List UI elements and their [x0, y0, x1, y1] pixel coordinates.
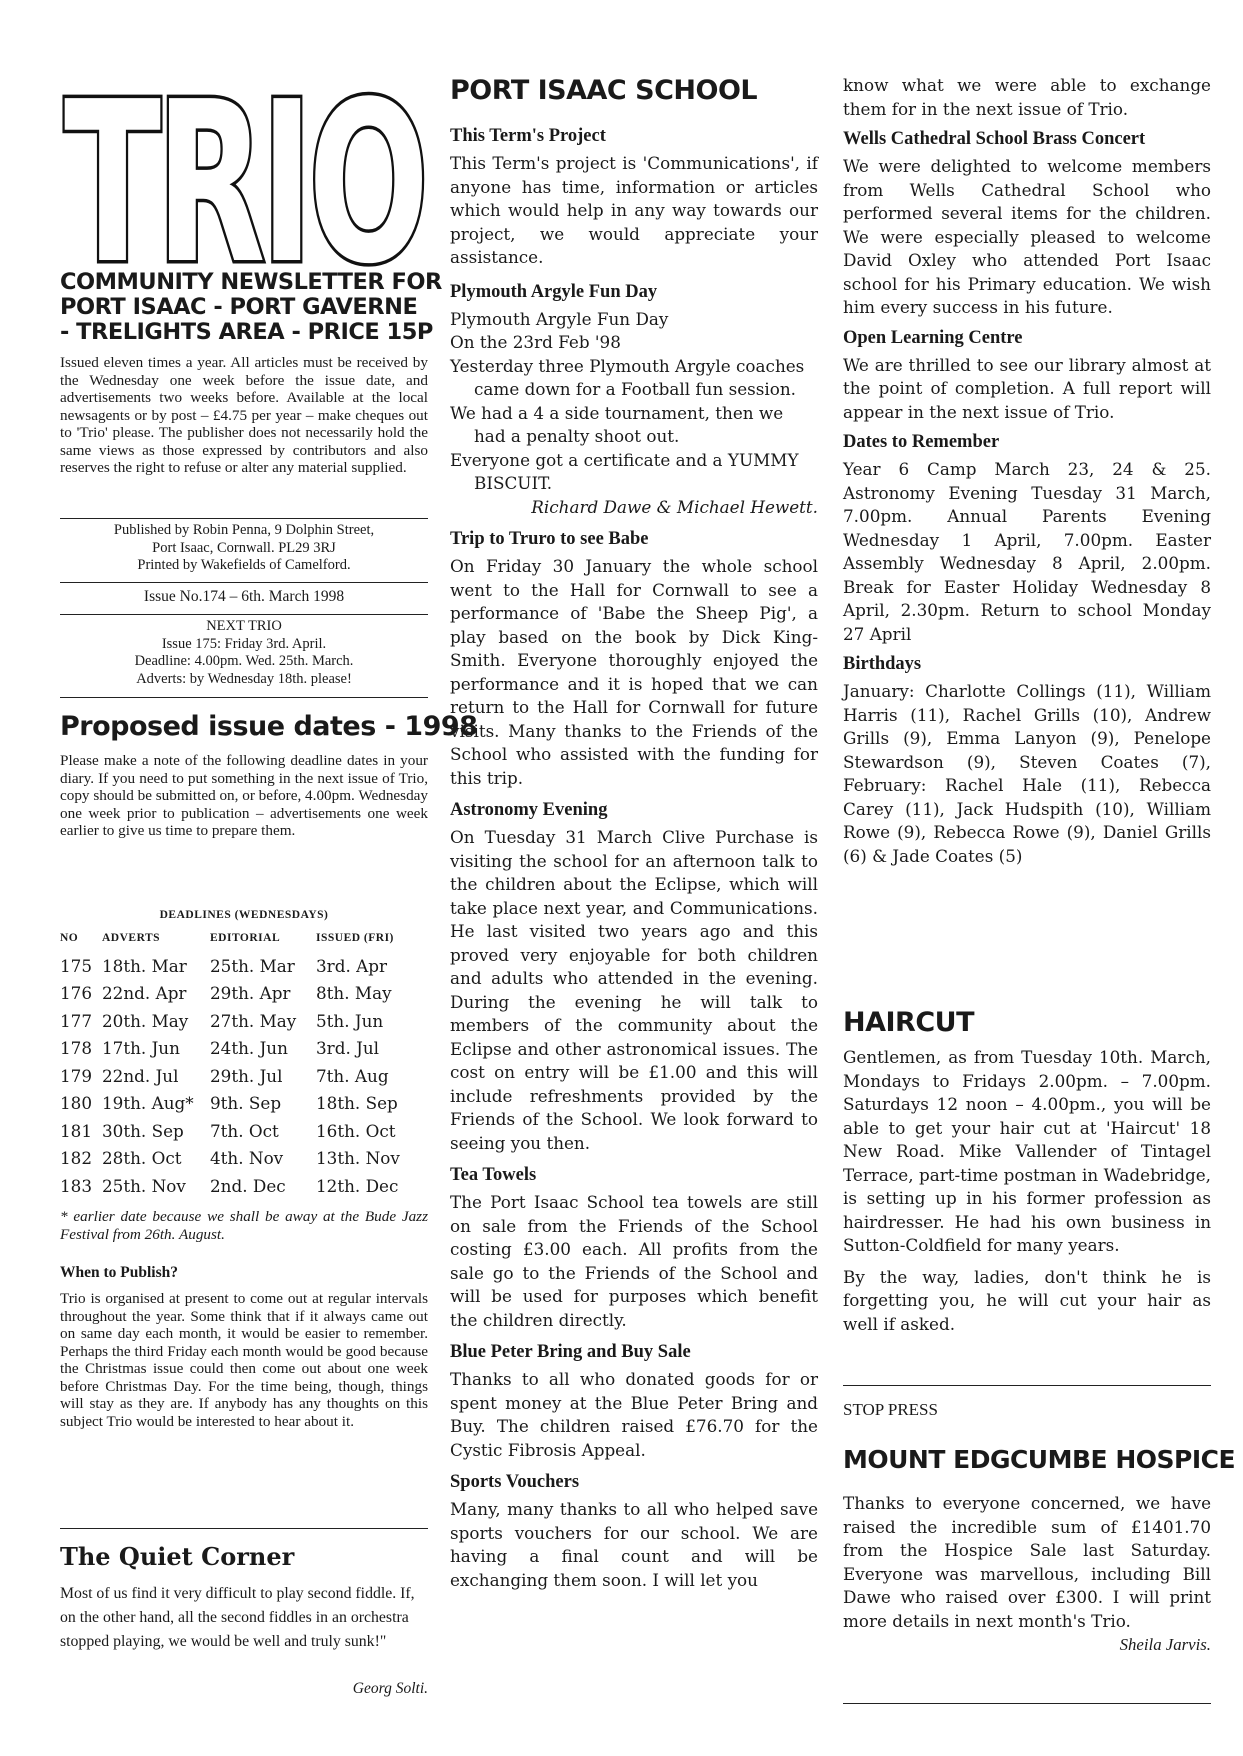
bluepeter-section	[450, 1340, 818, 1462]
cell-no: 182	[60, 1148, 93, 1169]
quiet-corner-title: The Quiet Corner	[60, 1542, 295, 1571]
table-row	[60, 1062, 420, 1090]
next-trio-line-3: Deadline: 4.00pm. Wed. 25th. March.	[134, 653, 354, 669]
haircut-body-1: Gentlemen, as from Tuesday 10th. March, Mondays to Fridays 2.00pm. – 7.00pm. Saturdays 12 noon – 4.00pm., you will be able to get your hair cut at 'Haircut' 18 New Road. Mike Vallender of Tintagel Terrace, part-time postman in Wadebridge, is setting up in his former profession as hairdresser. He had his own business in Sutton-Coldfield for many years.	[843, 1047, 1211, 1255]
cell-no: 179	[60, 1065, 93, 1086]
cell-adverts: 25th. Nov	[102, 1175, 186, 1196]
astronomy-body: On Tuesday 31 March Clive Purchase is visiting the school for an afternoon talk to the children about the Eclipse, which will take place next year, and Communications. He last visited two years ago and this proved very enjoyable for both children and adults who attended in the evening. During the evening he will talk to members of the community about the Eclipse and other astronomical issues. The cost on entry will be £1.00 and this will include refreshments provided by the Friends of the School. We look forward to seeing you then.	[450, 827, 818, 1153]
vouchers-body: Many, many thanks to all who helped save sports vouchers for our school. We are having a final count and will be exchanging them soon. I will let you	[450, 1499, 818, 1590]
masthead-line-1: COMMUNITY NEWSLETTER FOR	[60, 269, 442, 295]
stop-press-label: STOP PRESS	[843, 1400, 938, 1419]
argyle-line-1: Plymouth Argyle Fun Day	[450, 308, 669, 329]
divider	[60, 518, 428, 519]
cell-issued: 5th. Jun	[316, 1010, 384, 1031]
table-row	[60, 1172, 420, 1200]
bluepeter-title: Blue Peter Bring and Buy Sale	[450, 1342, 691, 1362]
cell-editorial: 29th. Jul	[210, 1065, 283, 1086]
argyle-section	[450, 280, 818, 520]
masthead-subtitle	[60, 269, 442, 345]
astronomy-section	[450, 798, 818, 1155]
wells-title: Wells Cathedral School Brass Concert	[843, 129, 1146, 149]
hospice-body: Thanks to everyone concerned, we have raised the incredible sum of £1401.70 from the Hospice Sale last Saturday. Everyone was marvellous, including Bill Dawe who raised over £300. I will print more details in next month's Trio.	[843, 1493, 1211, 1631]
deadlines-header-row	[60, 932, 420, 952]
cell-adverts: 19th. Aug*	[102, 1093, 194, 1114]
trio-logo	[60, 62, 428, 272]
deadlines-table	[60, 932, 420, 1200]
deadlines-caption: DEADLINES (WEDNESDAYS)	[159, 909, 329, 921]
next-trio	[60, 618, 428, 688]
table-row	[60, 1145, 420, 1173]
proposed-dates-title: Proposed issue dates - 1998	[60, 711, 478, 742]
project-body: This Term's project is 'Communications', if anyone has time, information or articles which would help in any way towards our project, we would appreciate your assistance.	[450, 153, 818, 267]
cell-editorial: 9th. Sep	[210, 1093, 282, 1114]
divider	[843, 1385, 1211, 1386]
quiet-corner-author: Georg Solti.	[352, 1680, 428, 1697]
hospice-section	[843, 1492, 1211, 1657]
towels-section	[450, 1163, 818, 1332]
table-row	[60, 952, 420, 980]
wells-body: We were delighted to welcome members from Wells Cathedral School who performed several items for the children. We were especially pleased to welcome David Oxley who attended Port Isaac school for his Primary education. We wish him every success in his future.	[843, 156, 1211, 317]
next-trio-line-4: Adverts: by Wednesday 18th. please!	[136, 670, 352, 687]
masthead-blurb: Issued eleven times a year. All articles must be received by the Wednesday one week before the issue date, and advertisements two weeks before. Available at the local newsagents or by post – £4.75 per year – make cheques out to 'Trio' please. The publisher does not necessarily hold the same views as those expressed by contributors and also reserves the right to refuse or alter any material supplied.	[60, 354, 428, 476]
project-title: This Term's Project	[450, 126, 606, 146]
cell-issued: 13th. Nov	[316, 1148, 400, 1169]
cell-issued: 16th. Oct	[316, 1120, 396, 1141]
cell-editorial: 27th. May	[210, 1010, 297, 1031]
cell-adverts: 28th. Oct	[102, 1148, 182, 1169]
when-to-publish-title: When to Publish?	[60, 1264, 179, 1281]
issue-number: Issue No.174 – 6th. March 1998	[143, 588, 345, 605]
argyle-line-3: Yesterday three Plymouth Argyle coaches came down for a Football fun session.	[450, 355, 805, 399]
cell-issued: 3rd. Apr	[316, 955, 387, 976]
astronomy-title: Astronomy Evening	[450, 800, 608, 820]
school-articles	[450, 124, 818, 1592]
hospice-title: MOUNT EDGCUMBE HOSPICE	[843, 1445, 1236, 1474]
publisher-info	[60, 522, 428, 575]
learning-body: We are thrilled to see our library almost at the point of completion. A full report will appear in the next issue of Trio.	[843, 354, 1211, 422]
cell-editorial: 7th. Oct	[210, 1120, 279, 1141]
divider	[60, 697, 428, 698]
towels-title: Tea Towels	[450, 1165, 537, 1185]
publisher-line-3: Printed by Wakefields of Camelford.	[137, 557, 351, 573]
dates-title: Dates to Remember	[843, 432, 1000, 452]
header-editorial: EDITORIAL	[210, 932, 281, 944]
cell-editorial: 24th. Jun	[210, 1038, 288, 1059]
argyle-line-5: Everyone got a certificate and a YUMMY BISCUIT.	[450, 449, 799, 493]
publisher-line-1: Published by Robin Penna, 9 Dolphin Street,	[113, 522, 375, 538]
project-section	[450, 124, 818, 270]
argyle-author: Richard Dawe & Michael Hewett.	[531, 496, 818, 517]
divider	[843, 1703, 1211, 1704]
continued-text: know what we were able to exchange them for in the next issue of Trio.	[843, 75, 1211, 119]
cell-adverts: 18th. Mar	[102, 955, 187, 976]
header-issued: ISSUED (FRI)	[316, 932, 394, 944]
argyle-line-4: We had a 4 a side tournament, then we had a penalty shoot out.	[450, 402, 784, 446]
cell-issued: 12th. Dec	[316, 1175, 399, 1196]
table-row	[60, 980, 420, 1008]
proposed-dates-intro: Please make a note of the following deadline dates in your diary. If you need to put something in the next issue of Trio, copy should be submitted on, or before, 4.00pm. Wednesday one week prior to publication – advertisements one week earlier to give us time to prepare them.	[60, 752, 428, 839]
towels-body: The Port Isaac School tea towels are still on sale from the Friends of the School costing £3.00 each. All profits from the sale go to the Friends of the School and will be used for purposes which benefit the children directly.	[450, 1192, 818, 1330]
cell-adverts: 22nd. Jul	[102, 1065, 179, 1086]
cell-adverts: 30th. Sep	[102, 1120, 184, 1141]
birthdays-section	[843, 652, 1211, 868]
cell-editorial: 4th. Nov	[210, 1148, 284, 1169]
dates-section	[843, 430, 1211, 646]
cell-issued: 3rd. Jul	[316, 1038, 380, 1059]
school-title: PORT ISAAC SCHOOL	[450, 75, 758, 106]
cell-editorial: 29th. Apr	[210, 983, 291, 1004]
truro-title: Trip to Truro to see Babe	[450, 529, 649, 549]
header-adverts: ADVERTS	[102, 932, 161, 944]
learning-title: Open Learning Centre	[843, 327, 1023, 348]
cell-no: 175	[60, 955, 93, 976]
wells-section	[843, 127, 1211, 320]
cell-no: 177	[60, 1010, 93, 1031]
vouchers-section	[450, 1470, 818, 1592]
header-no: NO	[60, 932, 79, 944]
cell-issued: 7th. Aug	[316, 1065, 389, 1086]
quiet-corner-body: Most of us find it very difficult to play second fiddle. If, on the other hand, all the second fiddles in an orchestra stopped playing, we would be well and truly sunk!"	[60, 1585, 415, 1650]
haircut-title: HAIRCUT	[843, 1007, 974, 1038]
right-articles	[843, 74, 1211, 868]
truro-section	[450, 527, 818, 790]
publisher-line-2: Port Isaac, Cornwall. PL29 3RJ	[152, 539, 336, 556]
birthdays-body: January: Charlotte Collings (11), William Harris (11), Rachel Grills (10), Andrew Grills (9), Emma Lanyon (9), Penelope Stewardson (9), Steven Coates (7), February: Rachel Hale (11), Rebecca Carey (11), Jack Hudspith (10), William Rowe (9), Rebecca Rowe (9), Daniel Grills (6) & Jade Coates (5)	[843, 681, 1211, 866]
divider	[60, 614, 428, 615]
cell-adverts: 22nd. Apr	[102, 983, 187, 1004]
haircut-body-2: By the way, ladies, don't think he is forgetting you, he will cut your hair as well if asked.	[843, 1266, 1211, 1334]
table-row	[60, 1090, 420, 1118]
haircut-section	[843, 1046, 1211, 1336]
cell-no: 176	[60, 983, 93, 1004]
truro-body: On Friday 30 January the whole school went to the Hall for Cornwall to see a performance of 'Babe the Sheep Pig', a play based on the book by Dick King-Smith. Everyone thoroughly enjoyed the performance and it is hoped that we can return to the Hall for Cornwall for future visits. Many thanks to the Friends of the School who assisted with the funding for this trip.	[450, 556, 818, 788]
dates-body: Year 6 Camp March 23, 24 & 25. Astronomy Evening Tuesday 31 March, 7.00pm. Annual Parents Evening Wednesday 1 April, 7.00pm. Easter Assembly Wednesday 8 April, 2.00pm. Break for Easter Holiday Wednesday 8 April, 2.30pm. Return to school Monday 27 April	[843, 459, 1211, 644]
masthead-line-2: PORT ISAAC - PORT GAVERNE	[60, 294, 418, 320]
next-trio-line-2: Issue 175: Friday 3rd. April.	[161, 635, 327, 652]
cell-issued: 8th. May	[316, 983, 392, 1004]
cell-no: 178	[60, 1038, 93, 1059]
masthead-line-3: - TRELIGHTS AREA - PRICE 15P	[60, 319, 433, 345]
table-footnote: * earlier date because we shall be away at the Bude Jazz Festival from 26th. August.	[60, 1208, 428, 1243]
when-to-publish-body: Trio is organised at present to come out at regular intervals throughout the year. Some think that if it always came out on same day each month, it would be easier to remember. Perhaps the third Friday each month would be good because the Christmas issue could then come out about one week before Christmas Day. For the time being, though, things will stay as they are. If anybody has any thoughts on this subject Trio would be interested to hear about it.	[60, 1290, 428, 1430]
table-row	[60, 1117, 420, 1145]
argyle-title: Plymouth Argyle Fun Day	[450, 281, 658, 302]
cell-adverts: 20th. May	[102, 1010, 189, 1031]
cell-editorial: 25th. Mar	[210, 955, 295, 976]
table-row	[60, 1007, 420, 1035]
cell-editorial: 2nd. Dec	[210, 1175, 286, 1196]
vouchers-title: Sports Vouchers	[450, 1472, 580, 1492]
cell-adverts: 17th. Jun	[102, 1038, 180, 1059]
learning-section	[843, 326, 1211, 425]
next-trio-line-1: NEXT TRIO	[206, 618, 282, 634]
bluepeter-body: Thanks to all who donated goods for or spent money at the Blue Peter Bring and Buy. The children raised £76.70 for the Cystic Fibrosis Appeal.	[450, 1369, 818, 1460]
table-row	[60, 1035, 420, 1063]
cell-no: 181	[60, 1120, 93, 1141]
divider	[60, 1528, 428, 1529]
hospice-author: Sheila Jarvis.	[1119, 1635, 1211, 1654]
birthdays-title: Birthdays	[843, 654, 922, 674]
argyle-line-2: On the 23rd Feb '98	[450, 332, 621, 352]
cell-no: 183	[60, 1175, 93, 1196]
cell-issued: 18th. Sep	[316, 1093, 398, 1114]
divider	[60, 582, 428, 583]
trio-logo-text: TRIO	[64, 62, 424, 272]
cell-no: 180	[60, 1093, 93, 1114]
